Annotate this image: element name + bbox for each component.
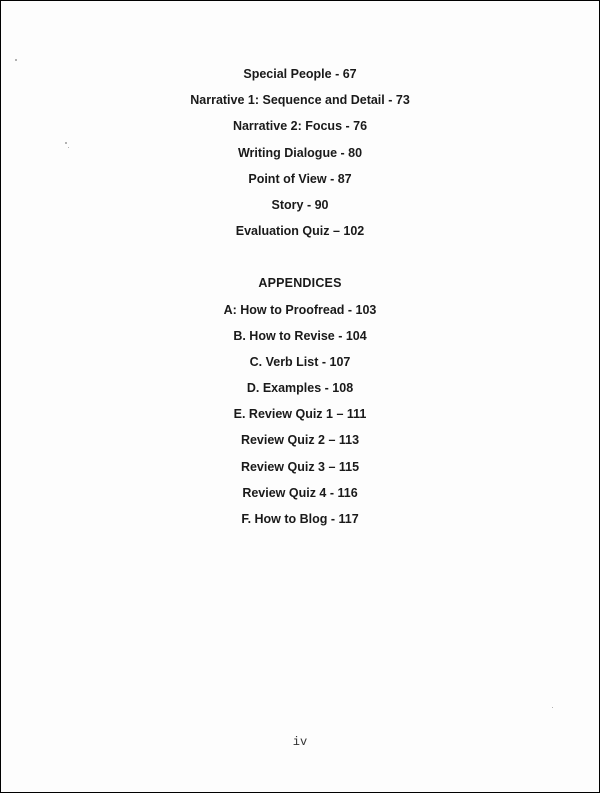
page-number: iv (292, 735, 308, 749)
toc-entry: Narrative 2: Focus - 76 (232, 119, 368, 134)
section-spacer (0, 247, 600, 273)
appendix-entry: B. How to Revise - 104 (233, 328, 367, 343)
toc-entry: Narrative 1: Sequence and Detail - 73 (190, 93, 410, 108)
appendices-heading: APPENDICES (258, 276, 342, 291)
scan-speck (15, 59, 17, 61)
appendix-entry: A: How to Proofread - 103 (223, 302, 377, 317)
toc-entry: Special People - 67 (243, 67, 357, 81)
toc-entry: Story - 90 (271, 197, 329, 212)
toc-entry: Evaluation Quiz – 102 (235, 224, 365, 239)
toc-entry: Writing Dialogue - 80 (237, 145, 363, 160)
toc-entry: Point of View - 87 (248, 171, 352, 186)
appendix-entry: Review Quiz 3 – 115 (240, 459, 360, 474)
appendix-entry: Review Quiz 2 – 113 (240, 433, 360, 448)
appendix-entry: Review Quiz 4 - 116 (242, 485, 358, 500)
appendix-entry: E. Review Quiz 1 – 111 (233, 407, 367, 422)
scan-speck (552, 707, 553, 708)
appendix-entry: F. How to Blog - 117 (241, 512, 359, 526)
appendix-entry: D. Examples - 108 (246, 381, 354, 396)
appendix-entry: C. Verb List - 107 (249, 354, 351, 369)
table-of-contents (0, 64, 600, 535)
